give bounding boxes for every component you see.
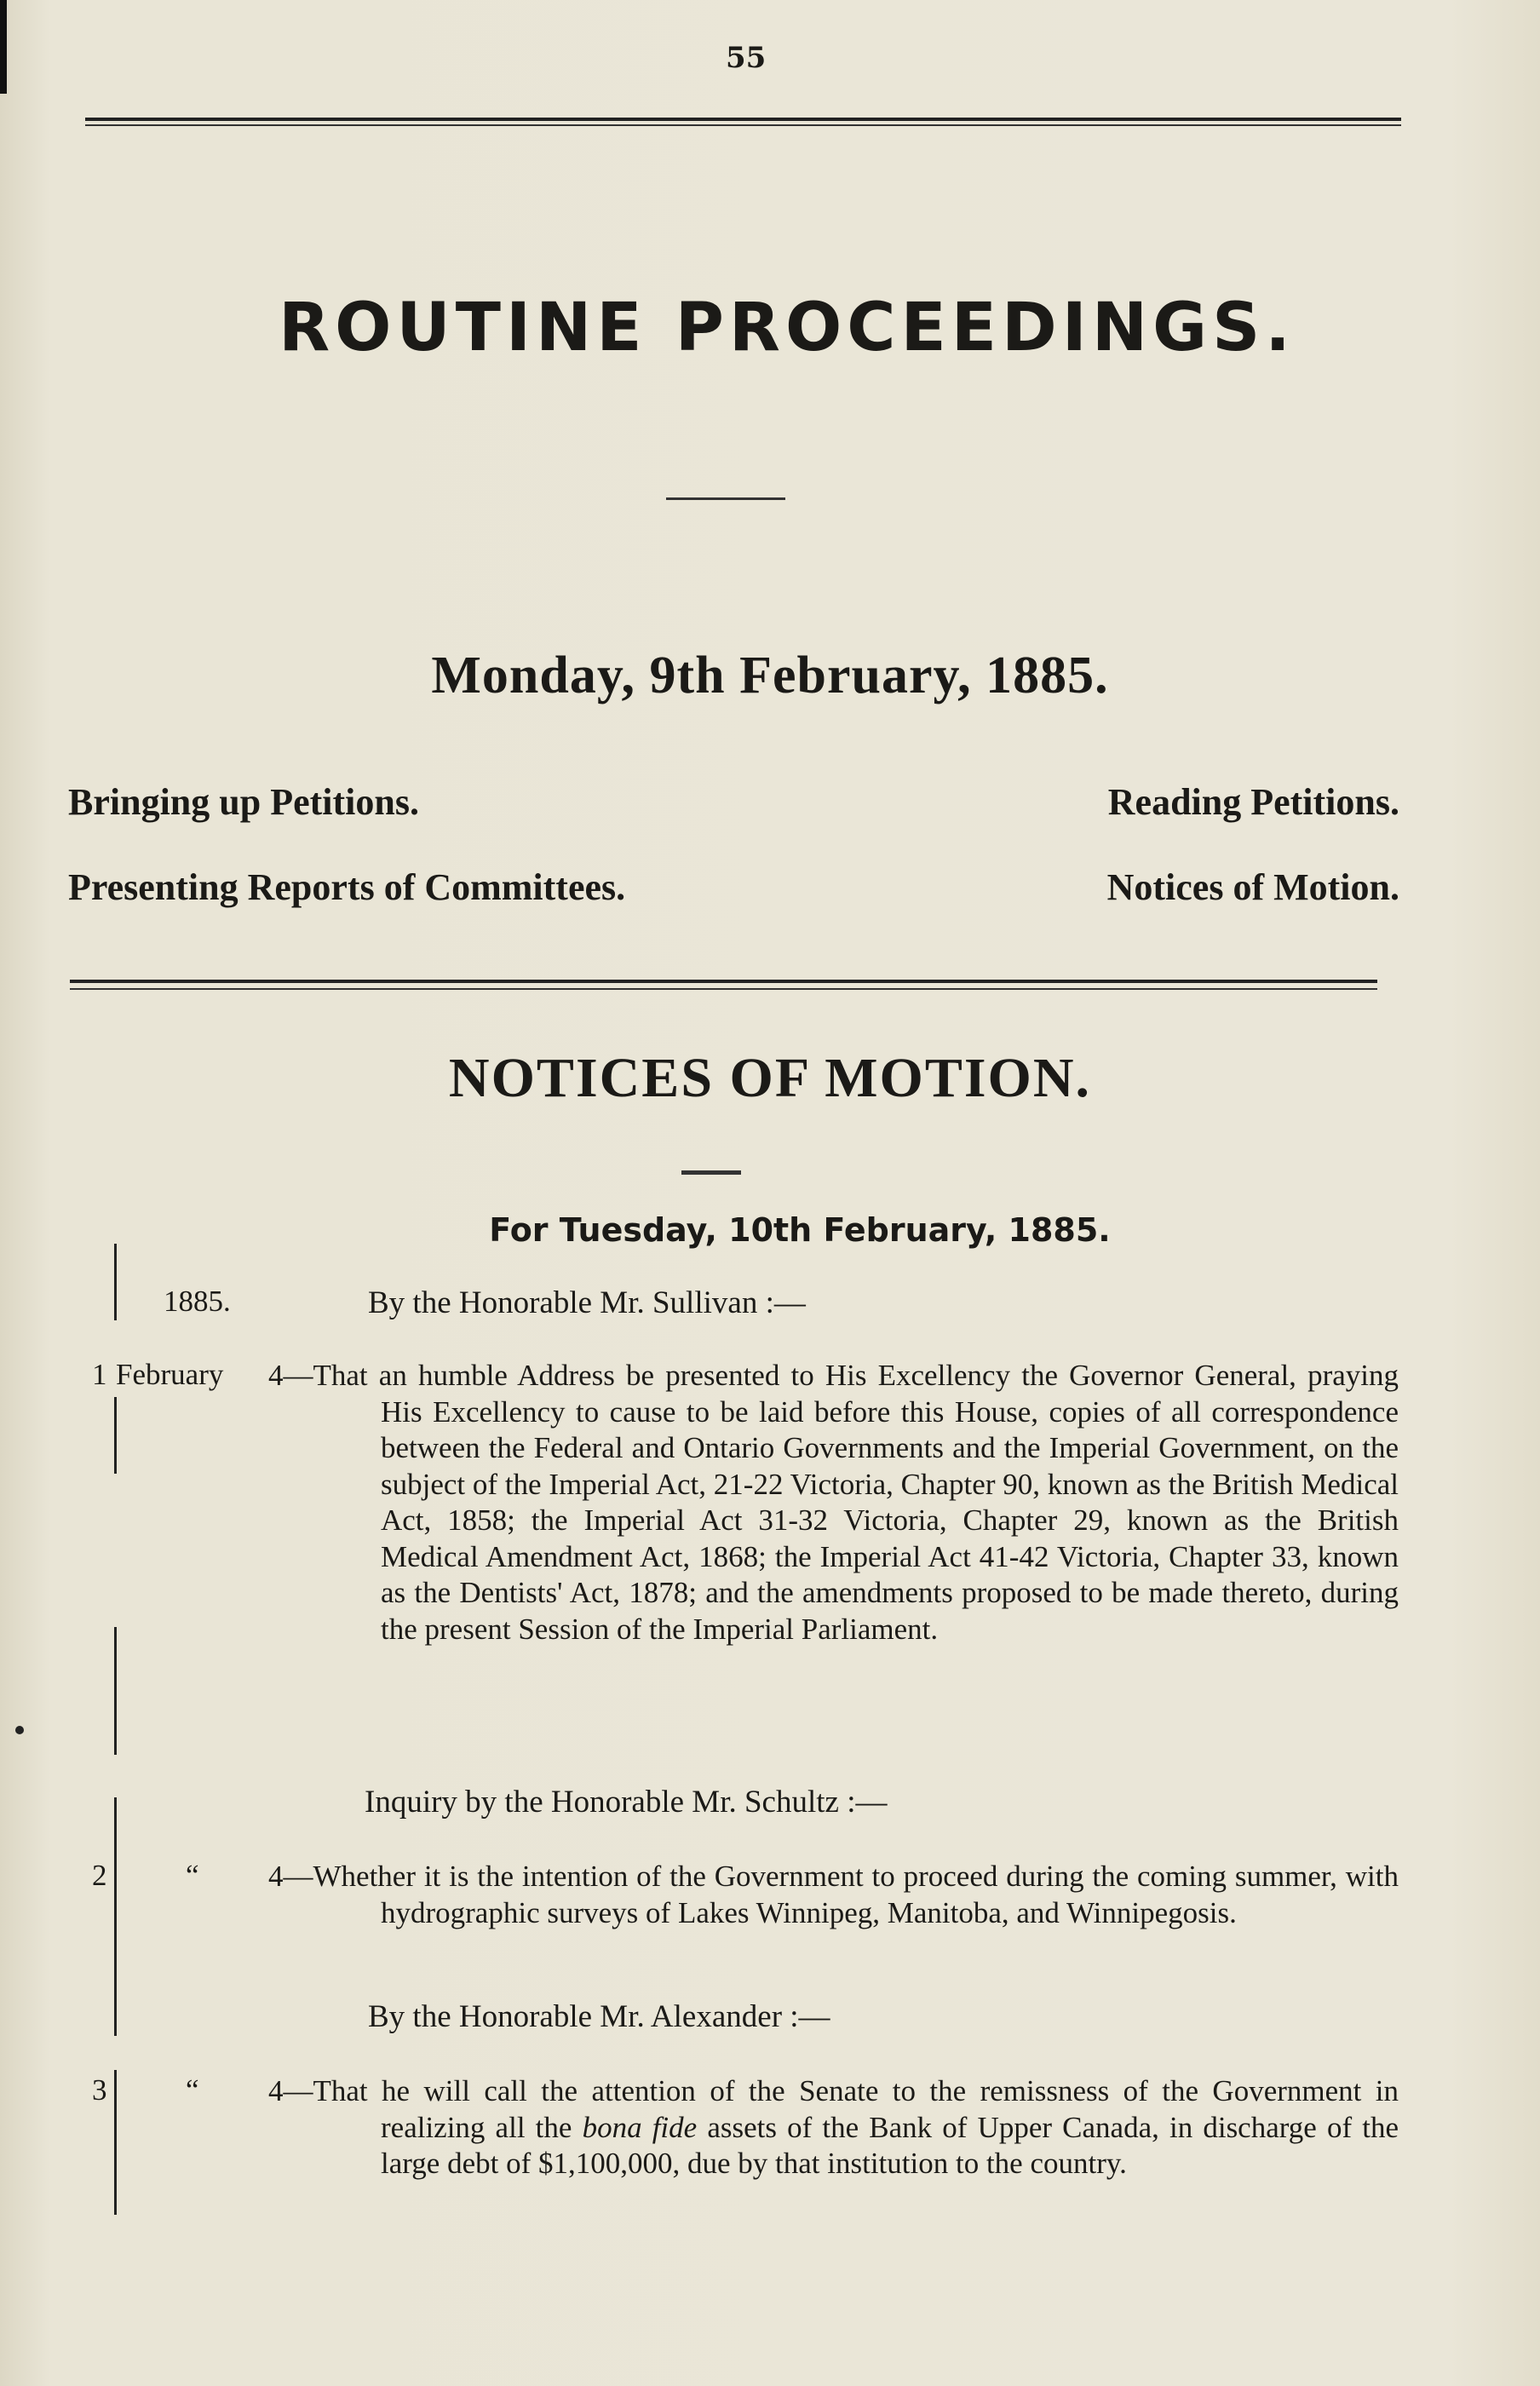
margin-bar	[114, 1244, 117, 1320]
routine-item-bringing-up-petitions: Bringing up Petitions.	[68, 781, 419, 823]
motion-1-text: 4—That an humble Address be presented to His Excellency the Governor General, praying His Excellency to cause to be laid before this House, copies of all correspondence between the Federal and Ontario Governments and the Imperial Government, on the subject of the Imperial Act, 21-22 Victoria, Chapter 90, known as the British Medical Act, 1858; the Imperial Act 31-32 Victoria, Chapter 29, known as the British Medical Amendment Act, 1868; the Imperial Act 41-42 Victoria, Chapter 33, known as the Dentists' Act, 1878; and the amendments proposed to be made thereto, during the present Session of the Imperial Parliament.	[268, 1359, 1399, 1646]
routine-item-notices-of-motion: Notices of Motion.	[1106, 866, 1399, 908]
title-ornament-rule	[666, 497, 785, 500]
notices-ornament-rule	[681, 1170, 741, 1175]
page-title: ROUTINE PROCEEDINGS.	[279, 290, 1296, 366]
margin-bar	[114, 1797, 117, 2036]
motion-2-number: 2	[92, 1859, 107, 1892]
top-rule-thin	[85, 124, 1401, 126]
date-heading: Monday, 9th February, 1885.	[431, 647, 1109, 704]
notices-heading: NOTICES OF MOTION.	[448, 1047, 1092, 1109]
for-date-heading: For Tuesday, 10th February, 1885.	[489, 1211, 1111, 1249]
motion-1-number: 1	[92, 1358, 107, 1391]
section-rule-thin	[70, 988, 1377, 990]
motion-1-mover: By the Honorable Mr. Sullivan :—	[368, 1285, 806, 1320]
section-rule	[70, 980, 1377, 983]
margin-dot	[15, 1726, 24, 1734]
margin-bar	[114, 1627, 117, 1755]
motion-2-text: 4—Whether it is the intention of the Government to proceed during the coming summer, with hydrographic surveys of Lakes Winnipeg, Manitoba, and Winnipegosis.	[268, 1860, 1399, 1929]
motion-2-month: “	[186, 1859, 199, 1892]
motion-2-mover: Inquiry by the Honorable Mr. Schultz :—	[365, 1785, 888, 1820]
margin-bar	[114, 1397, 117, 1474]
margin-bar	[114, 2070, 117, 2215]
routine-item-reading-petitions: Reading Petitions.	[1107, 781, 1399, 823]
motion-3-number: 3	[92, 2073, 107, 2107]
year-label: 1885.	[164, 1285, 231, 1318]
motion-3-text: 4—That he will call the attention of the Senate to the remissness of the Government in realizing all the bona fide assets of the Bank of Upper Canada, in discharge of the large debt of $1,100,000, due by that institution to the country.	[268, 2074, 1399, 2180]
motion-3-month: “	[186, 2073, 199, 2107]
motion-3-mover: By the Honorable Mr. Alexander :—	[368, 1999, 830, 2034]
binding-edge	[0, 0, 7, 94]
page-number: 55	[726, 41, 767, 75]
routine-item-presenting-reports: Presenting Reports of Committees.	[68, 866, 626, 908]
motion-1-month: February	[116, 1358, 224, 1391]
top-rule	[85, 118, 1401, 121]
